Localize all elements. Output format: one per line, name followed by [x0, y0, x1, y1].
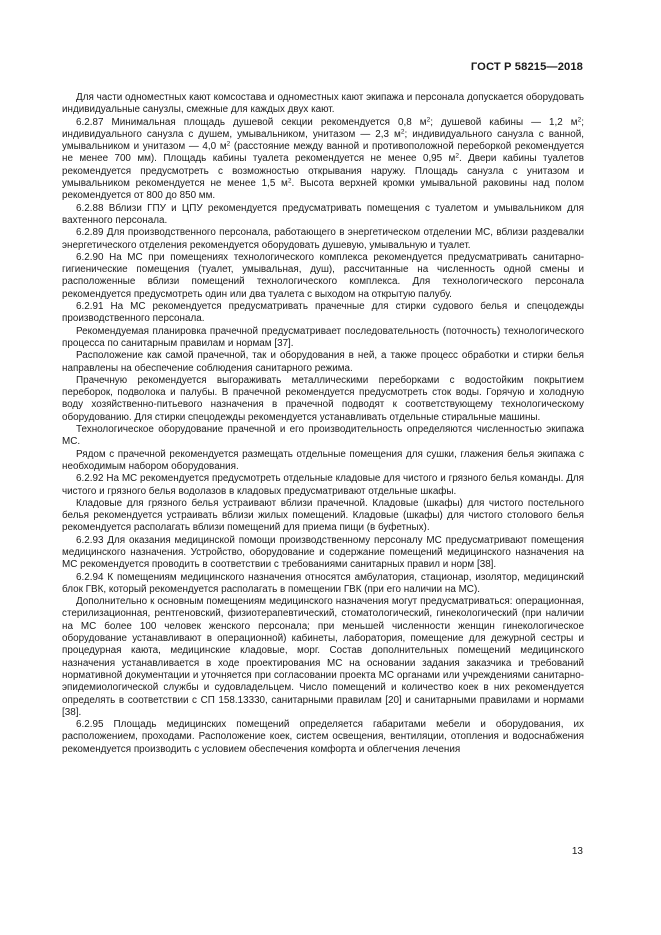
paragraph: 6.2.95 Площадь медицинских помещений определяется габаритами мебели и оборудования, их расположением, проходами. Расположение коек, систем освещения, вентиляции, отопления и водоснабжения рекомендуется производить с условием обеспечения комфорта и облегчения лечения [62, 719, 584, 755]
paragraph: 6.2.90 На МС при помещениях технологического комплекса рекомендуется предусматривать санитарно-гигиенические помещения (туалет, умывальная, душ), рассчитанные на численность одной смены и расположенные вблизи помещений технологического комплекса. Для технологического персонала рекомендуется предусмотреть один или два туалета с выходом на открытую палубу. [62, 251, 584, 300]
paragraph: 6.2.92 На МС рекомендуется предусмотреть отдельные кладовые для чистого и грязного белья команды. Для чистого и грязного белья водолазов в кладовых предусматривают отдельные шкафы. [62, 473, 584, 497]
paragraph: 6.2.94 К помещениям медицинского назначения относятся амбулатория, стационар, изолятор, медицинский блок ГВК, который рекомендуется располагать в помещении ГВК (при его наличии на МС). [62, 571, 584, 595]
document-code-header: ГОСТ Р 58215—2018 [470, 61, 583, 73]
paragraph-6-2-87: 6.2.87 Минимальная площадь душевой секции рекомендуется 0,8 $м^2$; душевой кабины — 1,2 $м^2$; индивидуального санузла с душем, умывальником, унитазом — 2,3 $м^2$; индивидуального санузла с ванной, умывальником и унитазом — 4,0 $м^2$ (расстояние между ванной и противоположной переборкой рекомендуется не менее 700 мм). Площадь кабины туалета рекомендуется не менее 0,95 $м^2$. Двери кабины туалетов рекомендуется предусмотреть с возможностью открывания наружу. Площадь санузла с унитазом и умывальником рекомендуется не менее 1,5 $м^2$. Высота верхней кромки умывальной раковины над полом рекомендуется от 800 до 850 мм. [62, 116, 585, 202]
paragraph: 6.2.91 На МС рекомендуется предусматривать прачечные для стирки судового белья и спецодежды производственного персонала. [62, 301, 584, 325]
paragraph: 6.2.93 Для оказания медицинской помощи производственному персоналу МС предусматривают помещения медицинского назначения. Устройство, оборудование и содержание помещений медицинского назначения на МС рекомендуется проводить в соответствии с требованиями санитарных правил и норм [38]. [62, 534, 584, 571]
paragraph: Расположение как самой прачечной, так и оборудования в ней, а также процесс обработки и стирки белья направлены на обеспечение соблюдения санитарного режима. [62, 350, 584, 374]
paragraph: 6.2.88 Вблизи ГПУ и ЦПУ рекомендуется предусматривать помещения с туалетом и умывальником для вахтенного персонала. [62, 202, 584, 226]
page-number: 13 [571, 846, 583, 857]
paragraph: Рядом с прачечной рекомендуется размещать отдельные помещения для сушки, глажения белья экипажа с необходимым набором оборудования. [62, 448, 584, 472]
paragraph: Технологическое оборудование прачечной и его производительность определяются численностью экипажа МС. [62, 424, 584, 448]
paragraph: Прачечную рекомендуется выгораживать металлическими переборками с водостойким покрытием переборок, подволока и палубы. В прачечной рекомендуется предусмотреть сток воды. Горячую и холодную воду хозяйственно-питьевого назначения в прачечной подводят к соответствующему технологическому оборудованию. Для стирки спецодежды рекомендуется устанавливать отдельные стиральные машины. [62, 374, 584, 423]
paragraph: Кладовые для грязного белья устраивают вблизи прачечной. Кладовые (шкафы) для чистого постельного белья рекомендуется устраивать вблизи жилых помещений. Кладовые (шкафы) для чистого столового белья рекомендуется располагать вблизи помещений для приема пищи (в буфетных). [62, 497, 584, 534]
paragraph: Дополнительно к основным помещениям медицинского назначения могут предусматриваться: операционная, стерилизационная, рентгеновский, физиотерапевтический, стоматологический, гинекологический (при наличии на МС более 100 человек женского персонала; при меньшей численности женщин гинекологическое оборудование устанавливают в операционной) кабинеты, лаборатория, помещение для дежурной сестры и процедурная каюта, медицинские кладовые, морг. Состав дополнительных помещений медицинского назначения устанавливается в ходе проектирования МС на основании задания заказчика и требований нормативной документации и уточняется при согласовании проекта МС органами или учреждениями санитарно-эпидемиологической службы и судовладельцем. Число помещений и количество коек в них рекомендуется определять в соответствии с СП 158.13330, санитарными правилам [20] и санитарными правилами и нормами [38]. [62, 596, 584, 718]
paragraph: Для части одноместных кают комсостава и одноместных кают экипажа и персонала допускается оборудовать индивидуальные санузлы, смежные для каждых двух кают. [62, 92, 584, 116]
paragraph: 6.2.89 Для производственного персонала, работающего в энергетическом отделении МС, вблизи раздевалки энергетического отделения рекомендуется оборудовать душевую, умывальную и туалет. [62, 227, 584, 251]
document-body [62, 92, 584, 756]
paragraph: Рекомендуемая планировка прачечной предусматривает последовательность (поточность) технологического процесса по санитарным правилам и нормам [37]. [62, 325, 584, 349]
